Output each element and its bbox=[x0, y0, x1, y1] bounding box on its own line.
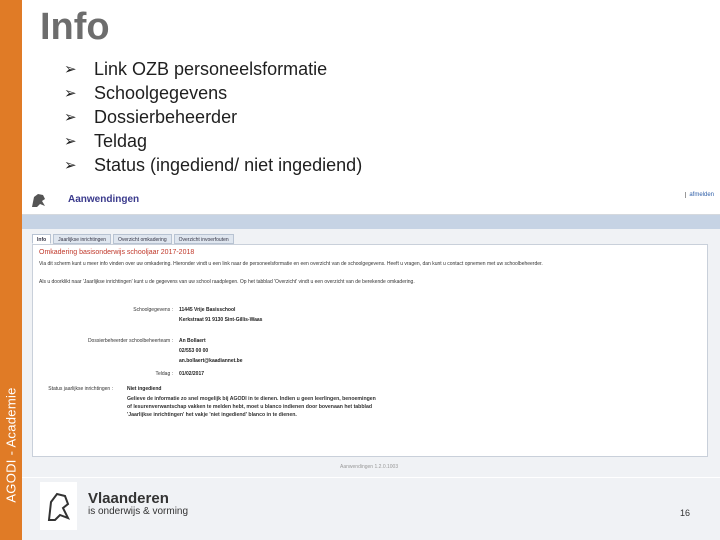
school-name: 11445 Vrije Basisschool bbox=[179, 307, 236, 313]
school-label: Schoolgegevens : bbox=[133, 307, 173, 313]
sidebar-strip bbox=[0, 0, 22, 540]
arrow-bullet-icon: ➢ bbox=[64, 109, 77, 126]
tab-jaarlijkse-inrichtingen[interactable]: Jaarlijkse inrichtingen bbox=[53, 234, 111, 244]
sidebar-label: AGODI - Academie bbox=[3, 387, 19, 503]
logout-link[interactable]: afmelden bbox=[685, 192, 714, 198]
bullet-item bbox=[64, 57, 362, 81]
bullet-text: Schoolgegevens bbox=[94, 82, 228, 103]
bullet-text: Status (ingediend/ niet ingediend) bbox=[94, 154, 363, 175]
tab-explanation-text: Als u doorklikt naar 'Jaarlijkse inrichtingen' kunt u de gegevens van uw school raadplegen. Op het tabblad 'Overzicht' vindt u een overzicht van de berekende omkadering. bbox=[39, 279, 415, 285]
bullet-item bbox=[64, 81, 362, 105]
tab-overzicht-omkadering[interactable]: Overzicht omkadering bbox=[113, 234, 172, 244]
embedded-app-screenshot bbox=[22, 185, 720, 477]
bullet-text: Dossierbeheerder bbox=[94, 106, 238, 127]
arrow-bullet-icon: ➢ bbox=[64, 85, 77, 102]
bullet-item bbox=[64, 129, 362, 153]
flemish-lion-icon bbox=[28, 189, 50, 211]
info-panel bbox=[32, 244, 708, 457]
brand-subtitle: is onderwijs & vorming bbox=[88, 506, 189, 517]
bullet-list bbox=[64, 57, 362, 177]
app-header bbox=[22, 185, 720, 215]
school-address: Kerkstraat 91 9130 Sint-Gillis-Waas bbox=[179, 317, 263, 323]
status-value: Niet ingediend bbox=[127, 386, 162, 392]
intro-text: Via dit scherm kunt u meer info vinden over uw omkadering. Hieronder vindt u een link naar de personeelsformatie en een overzicht van de schoolgegevens. Heeft u vragen, dan kunt u contact opnemen met uw schoolbeheerder. bbox=[39, 261, 543, 267]
vlaanderen-logo bbox=[40, 482, 77, 530]
dossier-phone: 02/553 00 00 bbox=[179, 348, 209, 354]
panel-heading: Omkadering basisonderwijs schooljaar 2017-2018 bbox=[39, 249, 195, 256]
tab-bar bbox=[32, 234, 236, 244]
page-number: 16 bbox=[680, 508, 691, 518]
bullet-text: Teldag bbox=[94, 130, 148, 151]
app-title: Aanwendingen bbox=[68, 194, 140, 205]
submission-note: Gelieve de informatie zo snel mogelijk bij AGODI in te dienen. Indien u geen leerlingen, benoemingen of lesurenverwantschap vakken te melden hebt, moet u blanco indienen door bovenaan het tabblad 'Jaarlijkse inrichtingen' het vakje 'niet ingediend' blanco in te dienen. bbox=[127, 396, 376, 418]
header-band bbox=[22, 215, 720, 229]
arrow-bullet-icon: ➢ bbox=[64, 157, 77, 174]
dossier-name: An Bollaert bbox=[179, 338, 206, 344]
vlaanderen-lion-icon bbox=[40, 482, 77, 530]
arrow-bullet-icon: ➢ bbox=[64, 133, 77, 150]
arrow-bullet-icon: ➢ bbox=[64, 61, 77, 78]
bullet-item bbox=[64, 153, 362, 177]
bullet-text: Link OZB personeelsformatie bbox=[94, 58, 328, 79]
bullet-item bbox=[64, 105, 362, 129]
tab-info[interactable]: Info bbox=[32, 234, 51, 244]
teldag-value: 01/02/2017 bbox=[179, 371, 205, 377]
teldag-label: Teldag : bbox=[155, 371, 173, 377]
dossier-label: Dossierbeheerder schoolbeheerteam : bbox=[87, 338, 173, 344]
brand-name: Vlaanderen bbox=[88, 490, 169, 507]
status-label: Status jaarlijkse inrichtingen : bbox=[48, 386, 113, 392]
slide-title: Info bbox=[40, 6, 110, 48]
version-label: Aanwendingen 1.2.0.1003 bbox=[340, 464, 399, 470]
tab-overzicht-invoerfouten[interactable]: Overzicht invoerfouten bbox=[174, 234, 234, 244]
dossier-email[interactable]: an.bollaert@kaadiannet.be bbox=[179, 358, 243, 364]
